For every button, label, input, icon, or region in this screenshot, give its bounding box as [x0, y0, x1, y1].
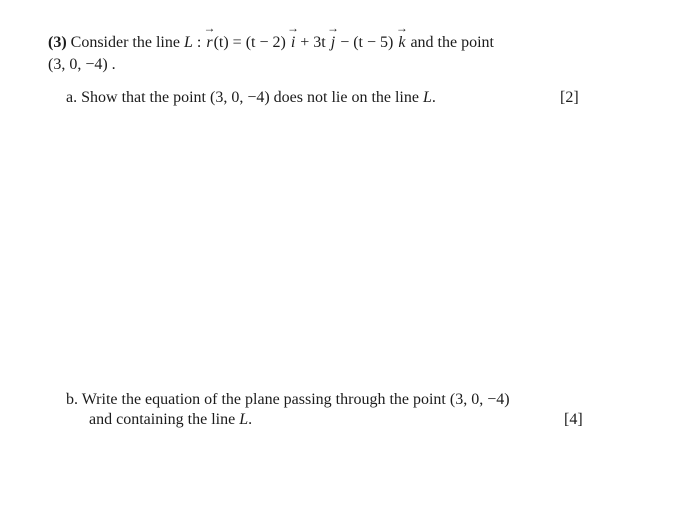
tail-text: and the point	[410, 34, 494, 51]
part-a-period: .	[431, 89, 436, 106]
vector-j: → j	[330, 33, 336, 53]
part-b-period: .	[248, 411, 253, 428]
point-text: (3, 0, −4) .	[48, 56, 116, 73]
part-a-marks: [2]	[560, 89, 579, 106]
vector-k: → k	[397, 33, 406, 53]
part-a-text	[66, 88, 436, 108]
part-b-body-1: Write the equation of the plane passing through the point (3, 0, −4)	[81, 391, 510, 408]
part-a-label: a.	[66, 89, 78, 106]
minus-part: − (t − 5)	[340, 34, 394, 51]
vector-r: → r	[205, 33, 213, 53]
part-b-line-name: L	[239, 411, 249, 428]
line-name: L	[183, 34, 193, 51]
part-b-text-line-2	[89, 410, 252, 430]
part-b-body-2: and containing the line	[89, 411, 236, 428]
question-statement-line-2	[48, 55, 116, 75]
param-open: (t) = (t − 2)	[213, 34, 286, 51]
part-a-line-name: L	[422, 89, 432, 106]
question-number: (3)	[48, 34, 67, 51]
part-b-label: b.	[66, 391, 78, 408]
vector-i: → i	[290, 33, 296, 53]
intro-text: Consider the line	[70, 34, 180, 51]
question-statement-line-1	[48, 33, 494, 53]
plus-3t: + 3t	[300, 34, 326, 51]
part-b-text-line-1	[66, 390, 510, 410]
colon: :	[196, 34, 202, 51]
part-b-marks: [4]	[564, 411, 583, 428]
part-a-body: Show that the point (3, 0, −4) does not lie on the line	[81, 89, 419, 106]
